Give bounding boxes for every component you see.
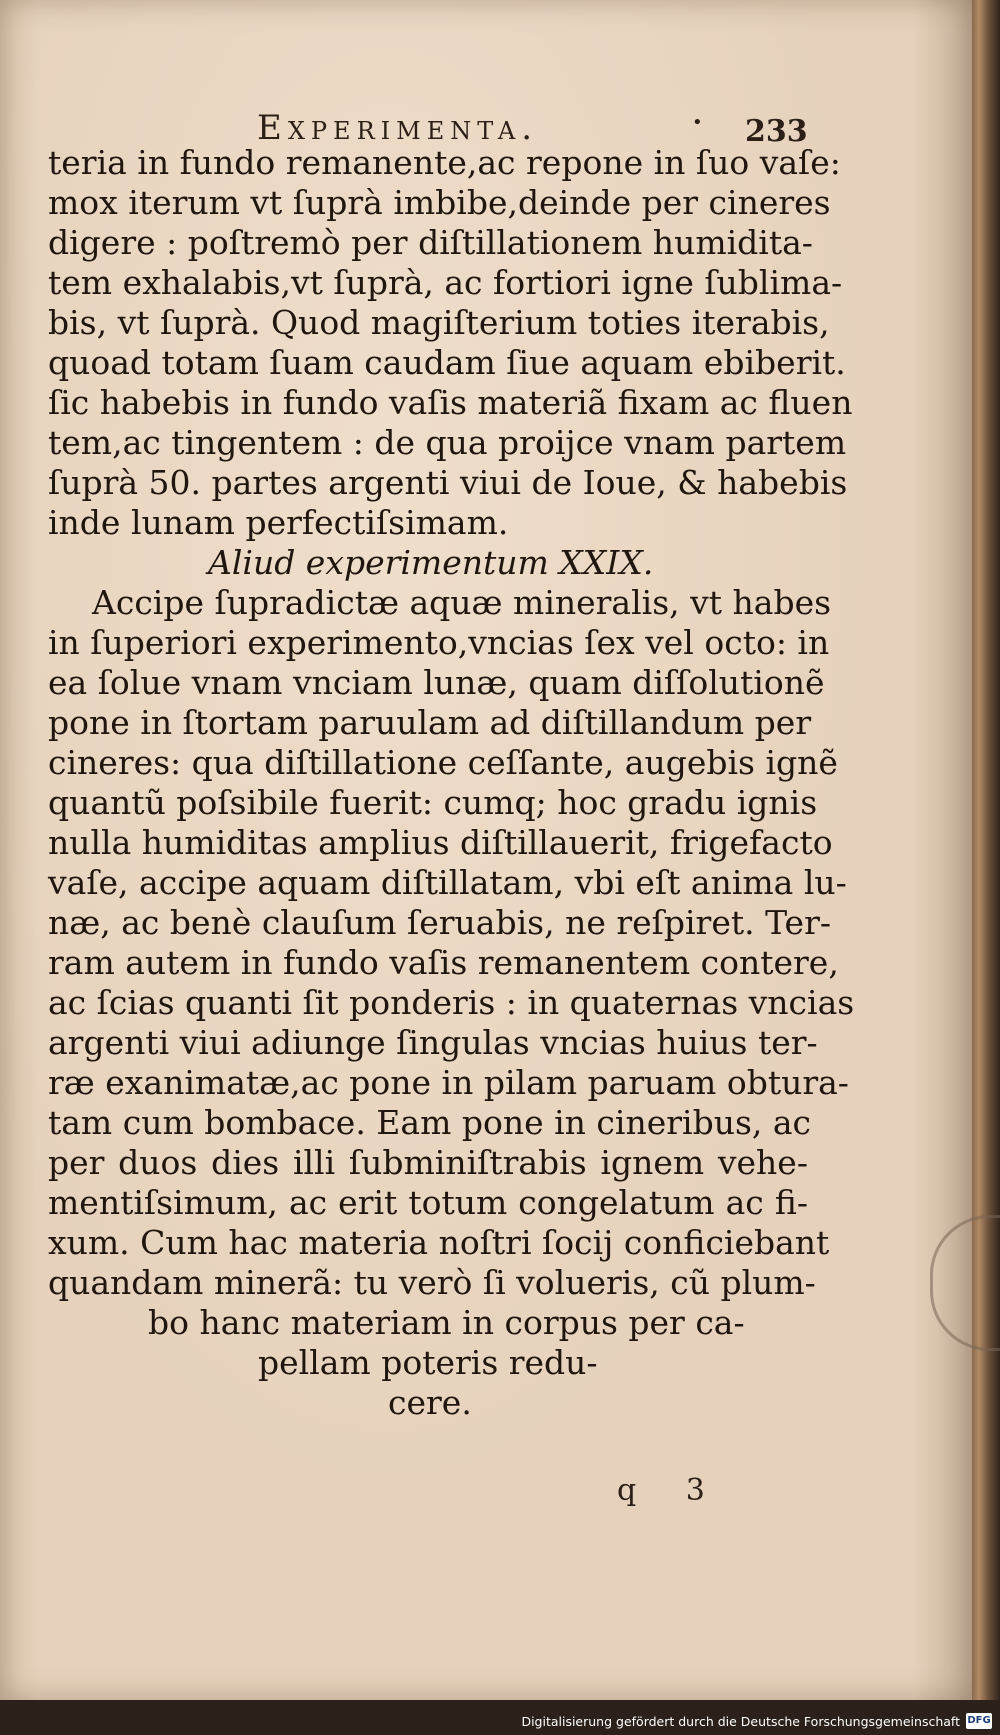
running-head: Experimenta. xyxy=(257,108,539,148)
text-line: næ, ac benè clauſum ſeruabis, ne reſpiret. Ter- xyxy=(48,903,831,942)
text-line: argenti viui adiunge ſingulas vncias huius ter- xyxy=(48,1023,818,1062)
text-line: ſuprà 50. partes argenti viui de Ioue, & habebis xyxy=(48,463,848,502)
text-line: quoad totam ſuam caudam ſiue aquam ebiberit. xyxy=(48,343,846,382)
text-line: quantũ poſsibile fuerit: cumq; hoc gradu ignis xyxy=(48,783,818,822)
text-line: tam cum bombace. Eam pone in cineribus, ac xyxy=(48,1103,812,1142)
text-line: Accipe ſupradictæ aquæ mineralis, vt habes xyxy=(92,583,832,622)
section-heading: Aliud experimentum XXIX. xyxy=(208,543,654,582)
text-line: ram autem in fundo vaſis remanentem contere, xyxy=(48,943,839,982)
signature-mark: q 3 xyxy=(617,1473,725,1508)
header-ornament: • xyxy=(692,112,703,133)
text-line: tem exhalabis,vt ſuprà, ac fortiori igne ſublima- xyxy=(48,263,843,302)
text-line: nulla humiditas amplius diſtillauerit, frigefacto xyxy=(48,823,833,862)
text-line: teria in fundo remanente,ac repone in ſuo vaſe: xyxy=(48,143,841,182)
text-line: cineres: qua diſtillatione ceſſante, augebis ignẽ xyxy=(48,743,838,782)
text-line: mentiſsimum, ac erit totum congelatum ac fi- xyxy=(48,1183,808,1222)
text-line: tem,ac tingentem : de qua proijce vnam partem xyxy=(48,423,847,462)
dfg-logo-icon: DFG xyxy=(966,1713,992,1729)
text-line: vaſe, accipe aquam diſtillatam, vbi eſt anima lu- xyxy=(48,863,847,902)
text-block xyxy=(48,143,855,1423)
text-line: ea ſolue vnam vnciam lunæ, quam diſſolutionẽ xyxy=(48,663,825,702)
page-edge xyxy=(972,0,1000,1700)
text-line: per duos dies illi ſubminiſtrabis ignem vehe- xyxy=(48,1143,808,1182)
text-line: pone in ſtortam paruulam ad diſtillandum per xyxy=(48,703,812,742)
page-number: 233 xyxy=(745,114,808,149)
text-line: digere : poſtremò per diſtillationem humidita- xyxy=(48,223,813,262)
text-line: mox iterum vt ſuprà imbibe,deinde per cineres xyxy=(48,183,831,222)
text-line: ræ exanimatæ,ac pone in pilam paruam obtura- xyxy=(48,1063,849,1102)
text-line: ac ſcias quanti ſit ponderis : in quaternas vncias xyxy=(48,983,855,1022)
page-header xyxy=(0,108,972,148)
text-line: quandam minerã: tu verò ſi volueris, cũ plum- xyxy=(48,1263,816,1302)
text-line: in ſuperiori experimento,vncias ſex vel octo: in xyxy=(48,623,830,662)
text-line: inde lunam perfectiſsimam. xyxy=(48,503,509,542)
text-line: ſic habebis in fundo vaſis materiã fixam ac fluen xyxy=(48,383,853,422)
footer-credit: Digitalisierung gefördert durch die Deutsche Forschungsgemeinschaft xyxy=(521,1713,960,1729)
text-line: bis, vt ſuprà. Quod magiſterium toties iterabis, xyxy=(48,303,830,342)
digitization-footer xyxy=(521,1710,992,1732)
text-line: bo hanc materiam in corpus per ca- xyxy=(148,1303,745,1342)
text-line: cere. xyxy=(388,1383,472,1422)
text-line: pellam poteris redu- xyxy=(258,1343,598,1382)
text-line: xum. Cum hac materia noſtri ſocij conficiebant xyxy=(48,1223,830,1262)
